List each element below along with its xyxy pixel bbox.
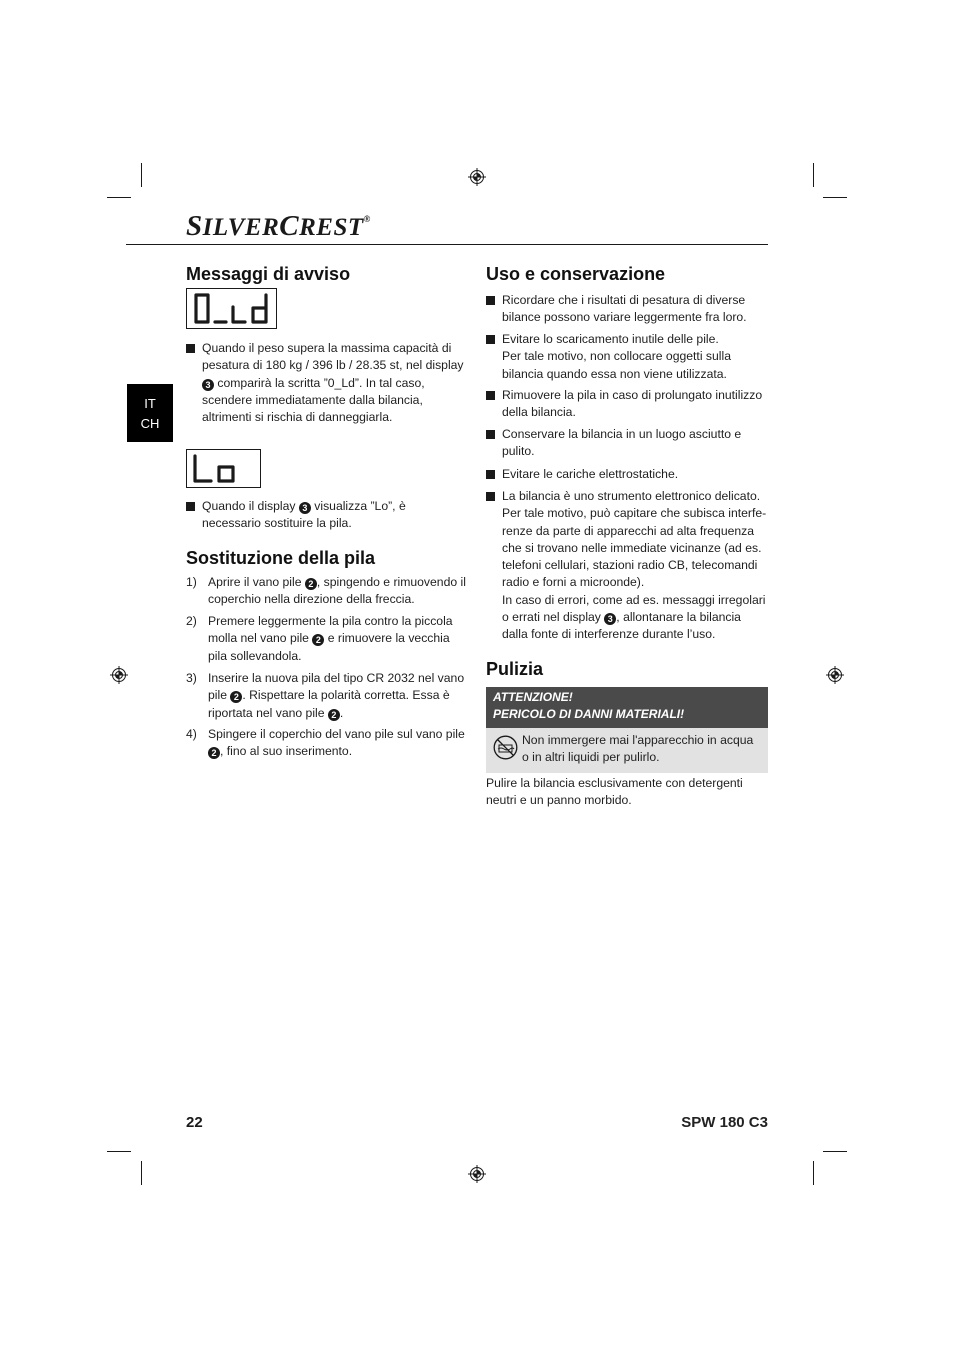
lcd-display-overload bbox=[186, 288, 277, 329]
lcd-display-low-battery bbox=[186, 449, 261, 488]
crop-mark bbox=[107, 197, 131, 198]
crop-mark bbox=[813, 163, 814, 187]
list-item: 4) Spingere il coperchio del vano pile sul vano pile 2 , fino al suo inserimento. bbox=[186, 727, 465, 759]
crop-mark bbox=[141, 1161, 142, 1185]
heading-battery-replacement: Sostituzione della pila bbox=[186, 548, 376, 568]
lcd-lo-icon bbox=[187, 450, 260, 487]
registration-mark-icon bbox=[826, 666, 844, 684]
cleaning-paragraph: Pulire la bilancia esclusivamente con detergenti neutri e un panno morbido. bbox=[486, 776, 743, 808]
list-item: Evitare lo scaricamento inutile delle pile. Per tale motivo, non collocare oggetti sulla bilancia quando essa non viene utilizzata. bbox=[486, 331, 768, 385]
language-tab: IT CH bbox=[127, 384, 173, 442]
registration-mark-icon bbox=[110, 666, 128, 684]
brand-logo: SILVERCREST® bbox=[186, 210, 371, 242]
list-item: Conservare la bilancia in un luogo asciutto e pulito. bbox=[486, 426, 768, 462]
crop-mark bbox=[141, 163, 142, 187]
no-water-immersion-icon bbox=[493, 735, 518, 760]
warning-body bbox=[486, 728, 768, 773]
model-number: SPW 180 C3 bbox=[681, 1114, 768, 1131]
list-item: Quando il peso supera la massima capacità di pesatura di 180 kg / 396 lb / 28.35 st, nel display 3 comparirà la scritta ”0_Ld”. In tal caso, scendere immediatamente dalla bilancia, altrimenti si rischia di danneggiarla. bbox=[186, 340, 467, 430]
list-item: 3) Inserire la nuova pila del tipo CR 2032 nel vano pile 2 . Rispettare la polarità corretta. Essa è riportata nel vano pile 2 . bbox=[186, 671, 465, 720]
registration-mark-icon bbox=[468, 168, 486, 186]
lcd-0-ld-icon bbox=[187, 289, 276, 328]
list-item: Quando il display 3 visualizza ”Lo”, è necessario sostituire la pila. bbox=[186, 498, 467, 536]
crop-mark bbox=[823, 1151, 847, 1152]
list-item: La bilancia è uno strumento elettronico delicato. Per tale motivo, può capitare che subisca interfe-renze da parte di apparecchi ad alta frequenza che si trovano nelle immediate vicinanze (ad es. telefoni cellulari, stazioni radio CB, telecomandi radio e forni a microonde). In caso di errori, come ad es. messaggi irregolari o errati nel display 3 , allontanare la bilancia dalla fonte di interferenze durante l’uso. bbox=[486, 488, 768, 644]
heading-cleaning: Pulizia bbox=[486, 659, 544, 679]
heading-warning-messages: Messaggi di avviso bbox=[186, 264, 351, 284]
list-item: Evitare le cariche elettrostatiche. bbox=[486, 466, 768, 484]
header-rule bbox=[126, 244, 768, 245]
crop-mark bbox=[823, 197, 847, 198]
list-item: 1) Aprire il vano pile 2 , spingendo e rimuovendo il coperchio nella direzione della freccia. bbox=[186, 575, 466, 607]
list-item: 2) Premere leggermente la pila contro la piccola molla nel vano pile 2 e rimuovere la vecchia pila sollevandola. bbox=[186, 614, 453, 663]
warning-text: Non immergere mai l'apparecchio in acqua o in altri liquidi per pulirlo. bbox=[522, 733, 754, 765]
warning-header: ATTENZIONE! PERICOLO DI DANNI MATERIALI! bbox=[486, 687, 768, 728]
crop-mark bbox=[813, 1161, 814, 1185]
heading-use-storage: Uso e conservazione bbox=[486, 264, 666, 284]
list-item: Rimuovere la pila in caso di prolungato inutilizzo della bilancia. bbox=[486, 387, 768, 423]
list-item: Ricordare che i risultati di pesatura di diverse bilance possono variare leggermente fra loro. bbox=[486, 292, 768, 328]
crop-mark bbox=[107, 1151, 131, 1152]
page-number: 22 bbox=[186, 1114, 203, 1131]
registration-mark-icon bbox=[468, 1165, 486, 1183]
